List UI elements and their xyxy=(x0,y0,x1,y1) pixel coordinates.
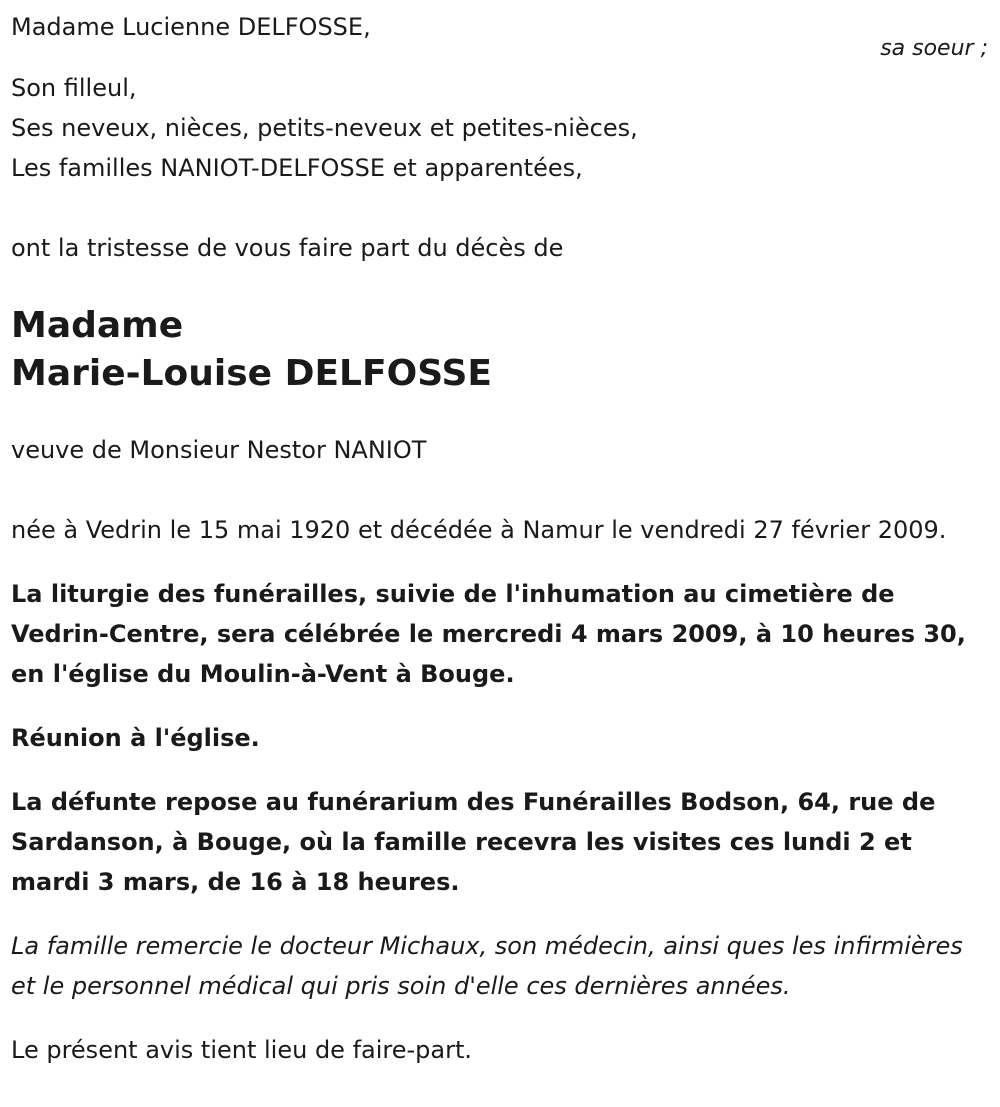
nephews-line: Ses neveux, nièces, petits-neveux et petites-nièces, xyxy=(11,114,638,142)
families-line: Les familles NANIOT-DELFOSSE et apparentées, xyxy=(11,154,583,182)
sister-row xyxy=(11,0,991,61)
sister-name: Madame Lucienne DELFOSSE, xyxy=(11,13,371,41)
funeral-meeting: Réunion à l'église. xyxy=(11,724,260,752)
funeral-liturgy: La liturgie des funérailles, suivie de l'inhumation au cimetière de Vedrin-Centre, sera célébrée le mercredi 4 mars 2009, à 10 heures 30, en l'église du Moulin-à-Vent à Bouge. xyxy=(11,580,966,688)
closing-text: Le présent avis tient lieu de faire-part. xyxy=(11,1036,473,1064)
funeral-rest: La défunte repose au funérarium des Funérailles Bodson, 64, rue de Sardanson, à Bouge, où la famille recevra les visites ces lundi 2 et mardi 3 mars, de 16 à 18 heures. xyxy=(11,788,936,896)
deceased-name-block xyxy=(11,302,991,398)
godson-line: Son filleul, xyxy=(11,74,137,102)
announcement: ont la tristesse de vous faire part du décès de xyxy=(11,234,564,262)
thanks-text: La famille remercie le docteur Michaux, son médecin, ainsi ques les infirmières et le personnel médical qui pris soin d'elle ces dernières années. xyxy=(11,932,963,1000)
deceased-name: Marie-Louise DELFOSSE xyxy=(11,353,493,394)
birth-death: née à Vedrin le 15 mai 1920 et décédée à Namur le vendredi 27 février 2009. xyxy=(11,516,947,544)
deceased-title: Madame xyxy=(11,305,184,346)
widow-of: veuve de Monsieur Nestor NANIOT xyxy=(11,436,427,464)
death-notice xyxy=(11,0,991,1094)
sister-relation: sa soeur ; xyxy=(880,36,988,61)
family-list xyxy=(11,68,991,188)
